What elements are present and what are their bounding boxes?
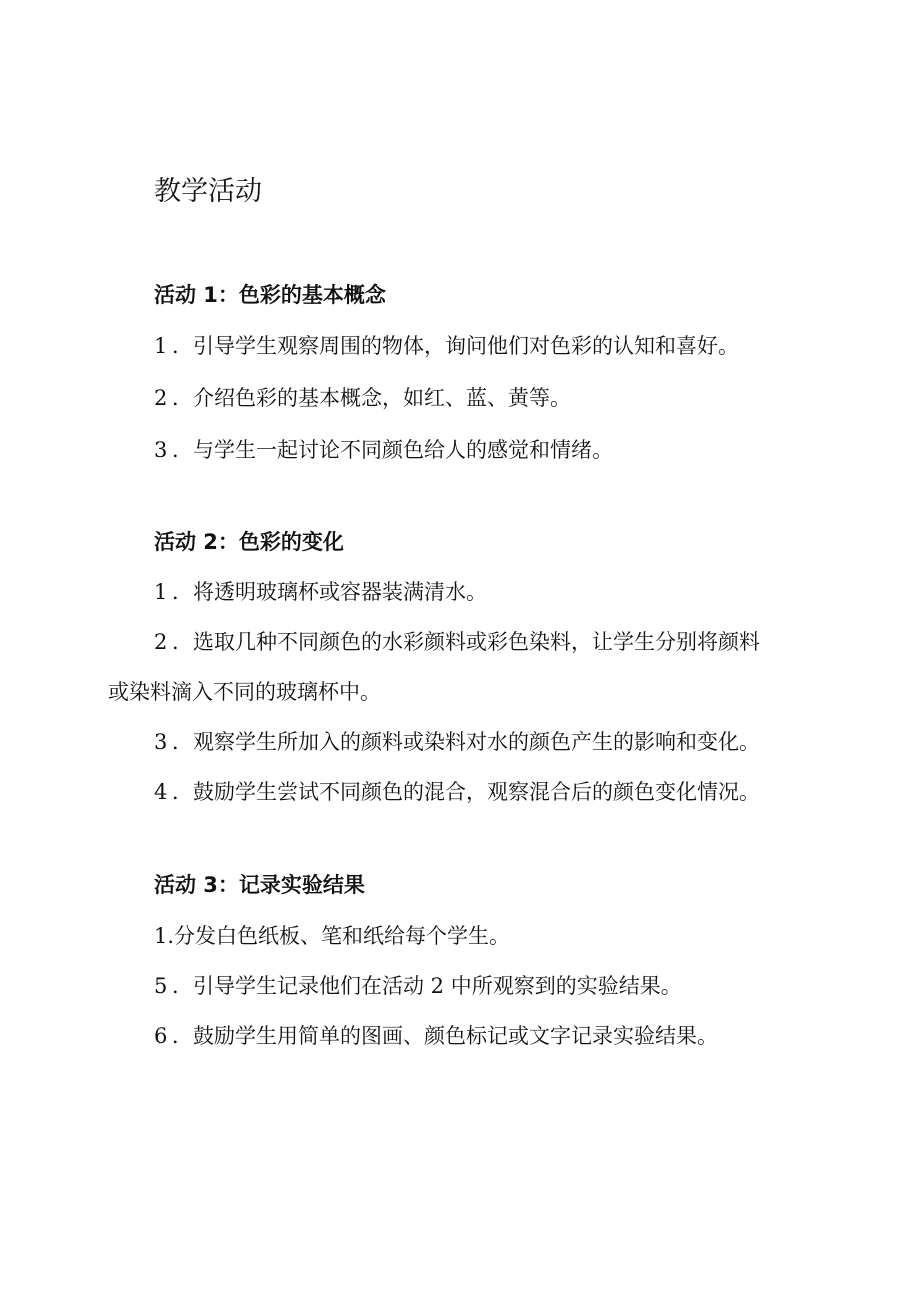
list-item <box>154 726 760 758</box>
item-text: ．与学生一起讨论不同颜色给人的感觉和情绪。 <box>172 438 613 462</box>
list-item <box>154 434 613 466</box>
list-item <box>154 920 510 952</box>
item-text: ．引导学生记录他们在活动 2 中所观察到的实验结果。 <box>172 974 682 998</box>
item-number: 2 <box>154 386 168 410</box>
section-heading: 活动 2：色彩的变化 <box>154 530 344 554</box>
item-text: ．引导学生观察周围的物体，询问他们对色彩的认知和喜好。 <box>172 334 739 358</box>
item-text: 分发白色纸板、笔和纸给每个学生。 <box>174 924 511 948</box>
item-number: 3 <box>154 438 168 462</box>
list-item <box>154 626 760 658</box>
list-item <box>154 576 487 608</box>
list-item <box>154 970 682 1002</box>
item-number: 2 <box>154 630 168 654</box>
section-heading: 活动 3：记录实验结果 <box>154 873 365 897</box>
section-heading: 活动 1：色彩的基本概念 <box>154 283 386 307</box>
item-text: ．介绍色彩的基本概念，如红、蓝、黄等。 <box>172 386 571 410</box>
item-number: 3 <box>154 730 168 754</box>
list-item <box>154 776 760 808</box>
item-number: 4 <box>154 780 168 804</box>
item-text: ．观察学生所加入的颜料或染料对水的颜色产生的影响和变化。 <box>172 730 760 754</box>
item-number: 6 <box>154 1024 168 1048</box>
item-text: ．选取几种不同颜色的水彩颜料或彩色染料，让学生分别将颜料 <box>172 630 760 654</box>
list-item <box>154 382 571 414</box>
item-text: ．将透明玻璃杯或容器装满清水。 <box>172 580 487 604</box>
item-number: 1. <box>154 924 175 948</box>
list-item <box>154 1020 718 1052</box>
item-number: 1 <box>154 580 168 604</box>
item-number: 5 <box>154 974 168 998</box>
item-text: ．鼓励学生用简单的图画、颜色标记或文字记录实验结果。 <box>172 1024 718 1048</box>
item-text: ．鼓励学生尝试不同颜色的混合，观察混合后的颜色变化情况。 <box>172 780 760 804</box>
item-number: 1 <box>154 334 168 358</box>
page-title: 教学活动 <box>154 176 262 207</box>
list-item-continuation: 或染料滴入不同的玻璃杯中。 <box>108 680 381 704</box>
list-item <box>154 330 739 362</box>
